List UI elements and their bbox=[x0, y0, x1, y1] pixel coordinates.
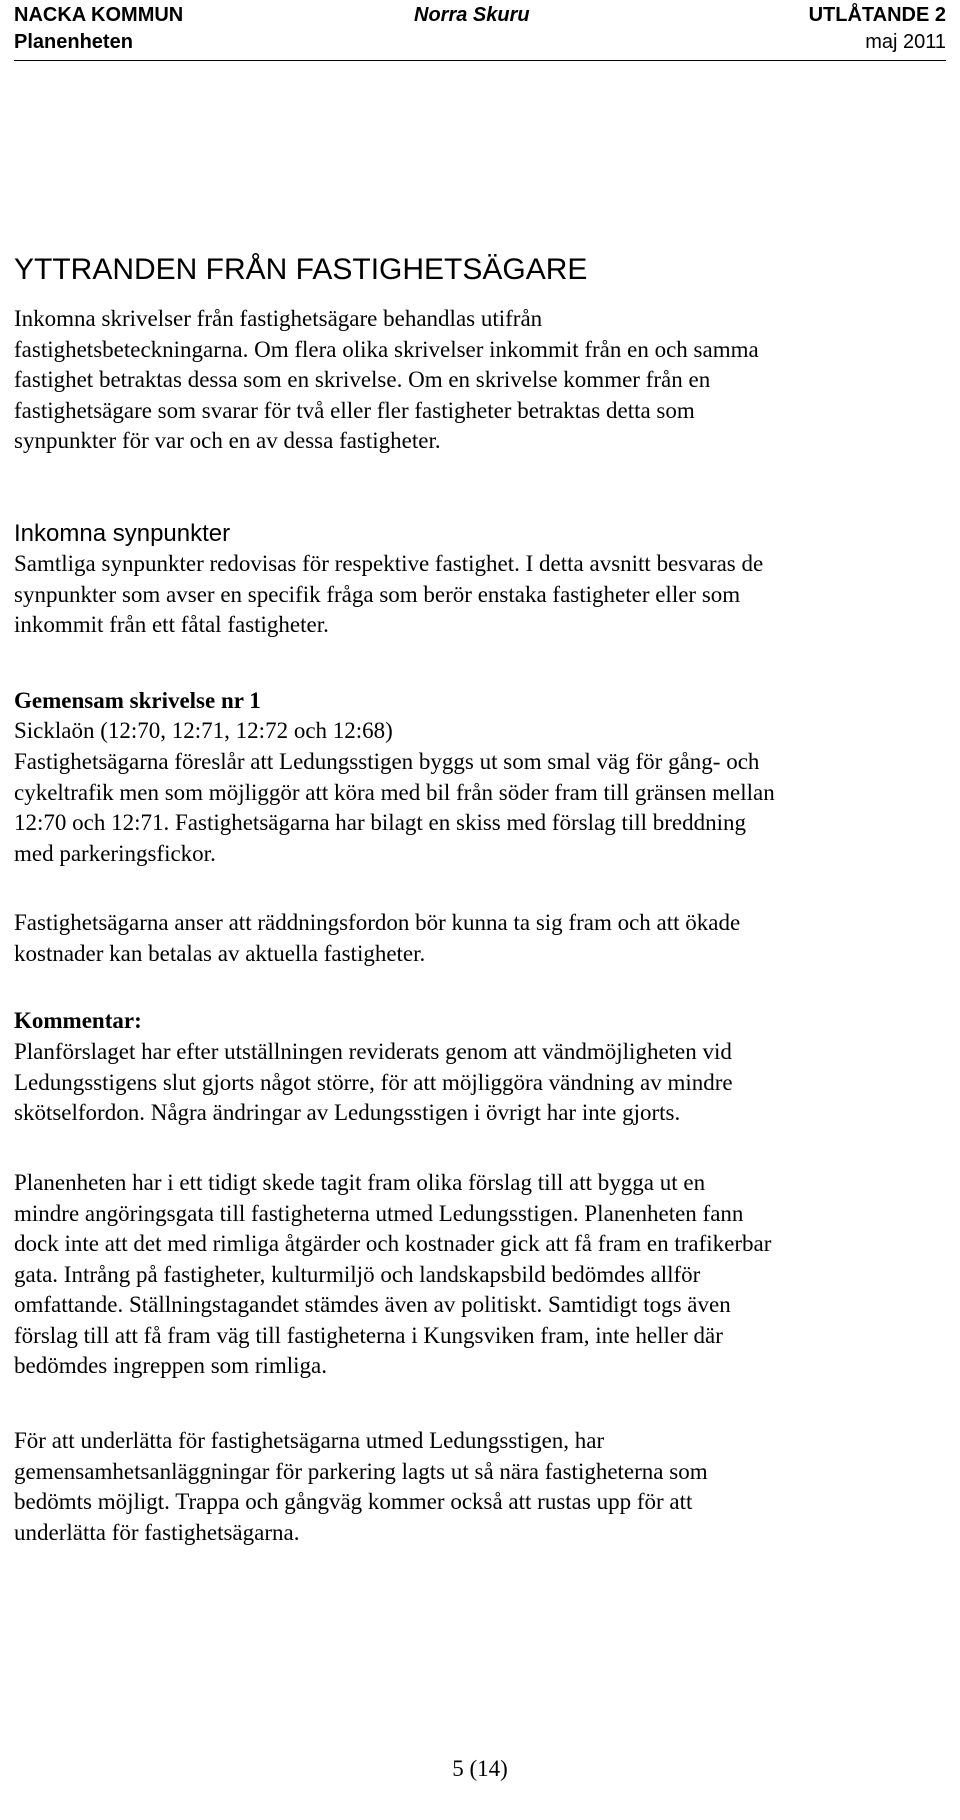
text-line: synpunkter för var och en av dessa fastigheter. bbox=[14, 428, 441, 453]
text-line: bedömts möjligt. Trappa och gångväg kommer också att rustas upp för att bbox=[14, 1489, 693, 1514]
text-line: Samtliga synpunkter redovisas för respektive fastighet. I detta avsnitt besvaras de bbox=[14, 551, 764, 576]
text-line: dock inte att det med rimliga åtgärder och kostnader gick att få fram en trafikerbar bbox=[14, 1231, 772, 1256]
text-line: gata. Intrång på fastigheter, kulturmiljö och landskapsbild bedömdes allför bbox=[14, 1261, 701, 1287]
header-department: Planenheten bbox=[14, 31, 133, 53]
page-title: YTTRANDEN FRÅN FASTIGHETSÄGARE bbox=[14, 253, 588, 286]
text-line: kostnader kan betalas av aktuella fastigheter. bbox=[14, 940, 426, 966]
text-line: Fastighetsägarna anser att räddningsfordon bör kunna ta sig fram och att ökade bbox=[14, 910, 741, 935]
text-line: förslag till att få fram väg till fastigheterna i Kungsviken fram, inte heller där bbox=[14, 1322, 723, 1348]
text-line: cykeltrafik men som möjliggör att köra med bil från söder fram till gränsen mellan bbox=[14, 779, 775, 805]
header-row-1 bbox=[14, 2, 946, 29]
section-heading: Inkomna synpunkter bbox=[14, 520, 231, 547]
text-line: synpunkter som avser en specifik fråga som berör enstaka fastigheter eller som bbox=[14, 581, 741, 607]
letter-paragraph-1 bbox=[14, 747, 939, 869]
text-line: mindre angöringsgata till fastigheterna utmed Ledungsstigen. Planenheten fann bbox=[14, 1200, 744, 1226]
text-line: inkommit från ett fåtal fastigheter. bbox=[14, 612, 329, 637]
header-row-2 bbox=[14, 29, 946, 56]
comment-heading: Kommentar: bbox=[14, 1008, 142, 1033]
header-org: NACKA KOMMUN bbox=[14, 4, 184, 26]
text-line: Planförslaget har efter utställningen reviderats genom att vändmöjligheten vid bbox=[14, 1039, 732, 1064]
comment-paragraph-2 bbox=[14, 1168, 939, 1382]
letter-heading: Gemensam skrivelse nr 1 bbox=[14, 688, 261, 713]
text-line: omfattande. Ställningstagandet stämdes även av politiskt. Samtidigt togs även bbox=[14, 1292, 731, 1317]
text-line: Inkomna skrivelser från fastighetsägare behandlas utifrån bbox=[14, 306, 543, 331]
header-date: maj 2011 bbox=[865, 31, 946, 53]
text-line: underlätta för fastighetsägarna. bbox=[14, 1519, 300, 1545]
letter-subject: Sicklaön (12:70, 12:71, 12:72 och 12:68) bbox=[14, 718, 393, 743]
text-line: med parkeringsfickor. bbox=[14, 840, 216, 866]
comment-paragraph-3 bbox=[14, 1426, 939, 1548]
section-paragraph bbox=[14, 549, 939, 641]
text-line: För att underlätta för fastighetsägarna utmed Ledungsstigen, har bbox=[14, 1428, 605, 1453]
page-header bbox=[14, 2, 946, 56]
text-line: gemensamhetsanläggningar för parkering lagts ut så nära fastigheterna som bbox=[14, 1458, 708, 1484]
header-project: Norra Skuru bbox=[414, 4, 530, 26]
header-divider bbox=[14, 60, 946, 61]
comment-paragraph-1 bbox=[14, 1037, 939, 1129]
text-line: 12:70 och 12:71. Fastighetsägarna har bilagt en skiss med förslag till breddning bbox=[14, 810, 747, 835]
page-number: 5 (14) bbox=[452, 1756, 508, 1781]
text-line: fastighet betraktas dessa som en skrivelse. Om en skrivelse kommer från en bbox=[14, 367, 711, 392]
header-doc-type: UTLÅTANDE 2 bbox=[808, 4, 946, 26]
text-line: bedömdes ingreppen som rimliga. bbox=[14, 1353, 327, 1378]
text-line: Ledungsstigens slut gjorts något större, för att möjliggöra vändning av mindre bbox=[14, 1069, 733, 1095]
text-line: Planenheten har i ett tidigt skede tagit fram olika förslag till att bygga ut en bbox=[14, 1170, 706, 1195]
letter-paragraph-2 bbox=[14, 908, 939, 969]
text-line: skötselfordon. Några ändringar av Ledungsstigen i övrigt har inte gjorts. bbox=[14, 1100, 681, 1125]
intro-paragraph bbox=[14, 304, 939, 457]
text-line: fastighetsägare som svarar för två eller fler fastigheter betraktas detta som bbox=[14, 397, 695, 423]
text-line: fastighetsbeteckningarna. Om flera olika skrivelser inkommit från en och samma bbox=[14, 336, 759, 362]
text-line: Fastighetsägarna föreslår att Ledungsstigen byggs ut som smal väg för gång- och bbox=[14, 749, 760, 774]
